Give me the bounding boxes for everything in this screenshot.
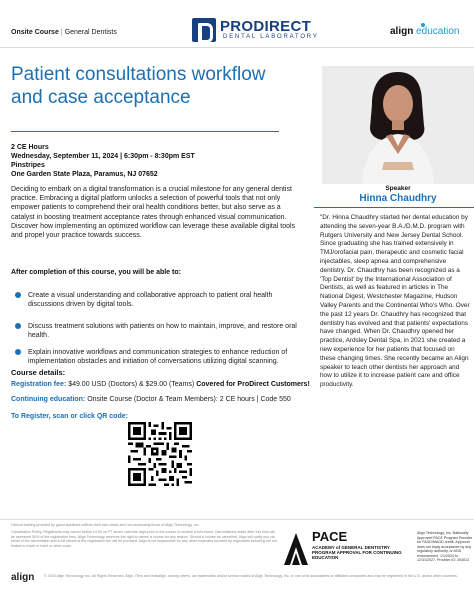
disclaimer-text: Clinical training provided by guest speakers reflects their own views and not necessarily those of Align Technology, Inc. (11, 523, 200, 527)
footer-divider (0, 519, 474, 520)
page-header (0, 0, 474, 48)
objective-item (28, 348, 300, 366)
footer-align-logo: align (11, 572, 35, 583)
continuing-education-value: Onsite Course (Doctor & Team Members): 2 CE hours | Code 550 (87, 396, 291, 403)
pace-subtitle: ACADEMY of GENERAL DENTISTRY PROGRAM APPROVAL FOR CONTINUING EDUCATION (312, 545, 402, 560)
registration-fee-note: Covered for ProDirect Customers! (196, 381, 310, 388)
audience: General Dentists (64, 29, 117, 36)
registration-fee-row (11, 381, 310, 388)
objectives-heading: After completion of this course, you will be able to: (11, 269, 181, 276)
speaker-photo (322, 66, 474, 184)
pace-logo-icon (282, 531, 310, 567)
objective-item (28, 291, 300, 309)
prodirect-logo-icon (192, 18, 216, 42)
bullet-icon (15, 292, 21, 298)
registration-fee-value: $49.00 USD (Doctors) & $29.00 (Teams) (68, 381, 195, 388)
speaker-name: Hinna Chaudhry (359, 193, 437, 204)
bullet-icon (15, 349, 21, 355)
registration-qr-code[interactable] (128, 422, 192, 486)
course-datetime: Wednesday, September 11, 2024 | 6:30pm - 8:30pm EST (11, 153, 195, 160)
registration-fee-label: Registration fee: (11, 381, 67, 388)
title-divider (11, 131, 279, 132)
education-word: education (416, 26, 460, 37)
course-description: Deciding to embark on a digital transformation is a crucial milestone for any general dentist practice. Embracing a digital platform unlocks a selection of powerful tools that not only empower patients to comprehend their oral health conditions better, but also serve as a catalyst in boosting treatment acceptance rates through enhanced visual communication. Discover how implementing an optimized workflow can leverage these available digital tools and propel your practice towards success. (11, 186, 296, 240)
cancellation-policy-text: Cancellation Policy: Registrants may cancel before 14:00 on PT seven calendar days prior to the course to receive a full refund. Cancellations made after this time will be assessed 50% of the registration fees. Align Technology reserves the right to cancel a course for any reason. Should a course be cancelled, Align will notify you via email of the cancellation and a full refund of the registration fee will be provided. Align is not responsible for any other expenses incurred by registrants including but not limited to travel or hotel or other costs. (11, 530, 277, 548)
ce-hours: 2 CE Hours (11, 144, 49, 151)
continuing-education-label: Continuing education: (11, 396, 86, 403)
venue-address: One Garden State Plaza, Paramus, NJ 07652 (11, 171, 158, 178)
align-education-logo (390, 26, 460, 37)
pace-title: PACE (312, 529, 348, 544)
register-cta: To Register, scan or click QR code: (11, 413, 128, 420)
speaker-label: Speaker (385, 185, 411, 192)
bullet-icon (15, 323, 21, 329)
prodirect-name: PRODIRECT (220, 18, 312, 35)
speaker-bio: "Dr. Hinna Chaudhry started her dental education by attending the seven-year B.A./D.M.D. program with Rutgers University and New Jersey Dental School. Since graduating she has trained extensively in TMJ/orofacial pain, therapeutic and cosmetic facial injectables, sleep apnea and comprehensive dentistry. Dr. Chaudhry has been recognized as a 'Top Dentist' by the International Association of Dentists, as well as featured in articles in The National Digest, Westchester Magazine, Hudson Valley Parents and the Continental Who's Who. Over the past 12 years Dr. Chaudhry has recognized that dentistry has evolved and that patients' expectations have changed. When Dr. Chaudhry opened her practice, Ardsley Dental Spa, in 2021 she created a new experience for her patients that focused on these changing times. She recently became an Align speaker to teach other dentists her approach and how to utilize it to increase patient care and office productivity. (320, 214, 470, 389)
copyright-text: © 2024 Align Technology, Inc. All Rights Reserved. Align, iTero and invisalign, among others, are trademarks and/or service marks of Align Technology, Inc. or one of its subsidiaries or affiliated companies and may be registered in the U.S. and/or other countries. (44, 574, 458, 578)
objective-item (28, 322, 300, 340)
objective-text: Discuss treatment solutions with patients on how to maintain, improve, and restore oral health. (28, 323, 297, 340)
course-details-heading: Course details: (11, 368, 66, 377)
venue-name: Pinstripes (11, 162, 45, 169)
objective-text: Create a visual understanding and collaborative approach to patient oral health discussions driven by digital tools. (28, 292, 273, 309)
continuing-education-row (11, 396, 291, 403)
objective-text: Explain innovative workflows and communication strategies to enhance reduction of implementation obstacles and initiation of conversations utilizing digital scanning. (28, 349, 288, 366)
course-logistics (11, 143, 195, 179)
prodirect-subtitle: DENTAL LABORATORY (223, 34, 319, 40)
speaker-divider (314, 207, 474, 208)
course-type: Onsite Course (11, 29, 59, 36)
course-type-label: Onsite Course | General Dentists (11, 29, 117, 36)
course-title: Patient consultations workflow and case acceptance (11, 64, 266, 108)
pace-provider-text: Align Technology, Inc. Nationally Approved PACE Program Provider for FAGD/MAGD credit. Approval does not imply acceptance by any regulatory authority, or AGD endorsement. 1/1/2024 to 12/31/2027. Provider ID: 304013 (417, 531, 473, 562)
align-word: align (390, 26, 414, 37)
